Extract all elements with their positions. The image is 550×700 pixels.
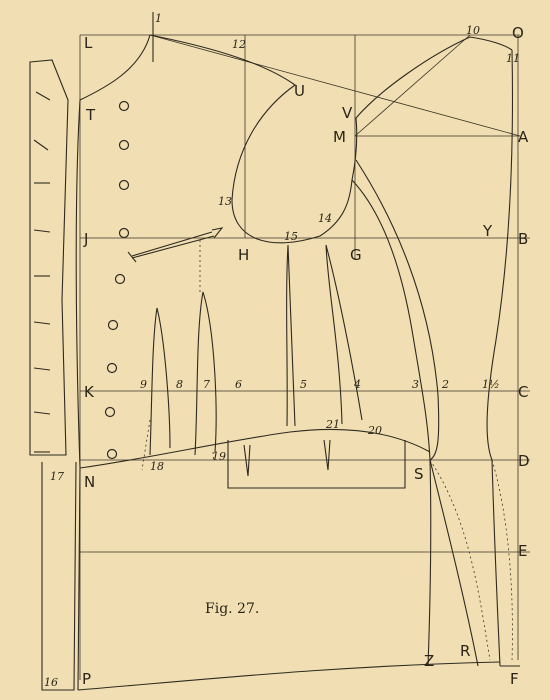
label-L: L xyxy=(84,34,93,52)
label-D: D xyxy=(518,452,530,470)
num-16: 16 xyxy=(44,676,58,689)
back-neck-shoulder xyxy=(352,37,512,180)
num-14: 14 xyxy=(318,212,332,225)
num-18: 18 xyxy=(150,460,164,473)
num-6: 6 xyxy=(235,378,242,391)
pocket-arrow xyxy=(132,228,222,258)
num-10: 10 xyxy=(466,24,480,37)
num-7: 7 xyxy=(203,378,210,391)
num-15: 15 xyxy=(284,230,298,243)
num-8: 8 xyxy=(176,378,183,391)
dart-9-8 xyxy=(150,308,170,455)
hem-line xyxy=(78,662,500,690)
lapel-mark-6 xyxy=(34,322,50,324)
button-hole xyxy=(116,275,125,284)
label-B: B xyxy=(518,230,529,248)
num-13: 13 xyxy=(218,195,232,208)
dart-5 xyxy=(287,245,295,426)
num-3: 3 xyxy=(412,378,419,391)
num-4: 4 xyxy=(354,378,361,391)
label-Y: Y xyxy=(483,222,493,240)
num-1-half: 1½ xyxy=(482,378,500,391)
num-2: 2 xyxy=(442,378,449,391)
label-M: M xyxy=(333,128,346,146)
button-hole xyxy=(108,364,117,373)
num-21: 21 xyxy=(326,418,340,431)
pocket-dart-1 xyxy=(244,445,250,476)
button-hole xyxy=(120,141,129,150)
label-P: P xyxy=(82,670,92,688)
button-hole xyxy=(108,450,117,459)
lapel-mark-1 xyxy=(36,92,50,100)
lapel-strip xyxy=(30,60,68,455)
label-C: C xyxy=(518,383,529,401)
label-A: A xyxy=(518,128,529,146)
label-N: N xyxy=(84,473,96,491)
button-hole xyxy=(109,321,118,330)
label-E: E xyxy=(518,542,528,560)
side-seam-2 xyxy=(356,160,478,666)
num-20: 20 xyxy=(368,424,382,437)
label-F: F xyxy=(510,670,519,688)
dotted-dart-9 xyxy=(142,420,150,470)
num-11: 11 xyxy=(506,52,520,65)
label-S: S xyxy=(414,465,424,483)
skirt-strip xyxy=(42,462,76,690)
lapel-mark-2 xyxy=(34,140,48,150)
label-Z: Z xyxy=(424,652,435,670)
label-H: H xyxy=(238,246,250,264)
num-17: 17 xyxy=(50,470,64,483)
back-seam xyxy=(487,50,512,666)
num-12: 12 xyxy=(232,38,246,51)
pocket-dart-2 xyxy=(324,440,330,470)
num-1: 1 xyxy=(155,12,162,25)
dart-7 xyxy=(195,292,216,455)
button-hole xyxy=(120,229,129,238)
dart-4 xyxy=(326,245,362,424)
label-V: V xyxy=(342,104,353,122)
label-G: G xyxy=(350,246,362,264)
num-19: 19 xyxy=(212,450,226,463)
lapel-mark-7 xyxy=(34,368,50,370)
waist-pocket xyxy=(228,440,405,488)
dotted-skirt-1 xyxy=(430,460,490,660)
num-5: 5 xyxy=(300,378,307,391)
button-hole xyxy=(106,408,115,417)
label-R: R xyxy=(460,642,471,660)
label-O: O xyxy=(512,24,524,42)
button-hole xyxy=(120,181,129,190)
label-T: T xyxy=(86,106,96,124)
line-M-10 xyxy=(355,35,470,136)
lapel-mark-4 xyxy=(34,230,50,232)
line-1-A xyxy=(150,35,520,136)
lapel-mark-8 xyxy=(34,412,50,414)
label-K: K xyxy=(84,383,94,401)
num-9: 9 xyxy=(140,378,147,391)
figure-caption: Fig. 27. xyxy=(205,601,260,617)
label-U: U xyxy=(294,82,305,100)
label-J: J xyxy=(84,230,89,248)
button-hole xyxy=(120,102,129,111)
neck-front-edge xyxy=(76,35,150,468)
side-seam-3 xyxy=(352,180,431,666)
